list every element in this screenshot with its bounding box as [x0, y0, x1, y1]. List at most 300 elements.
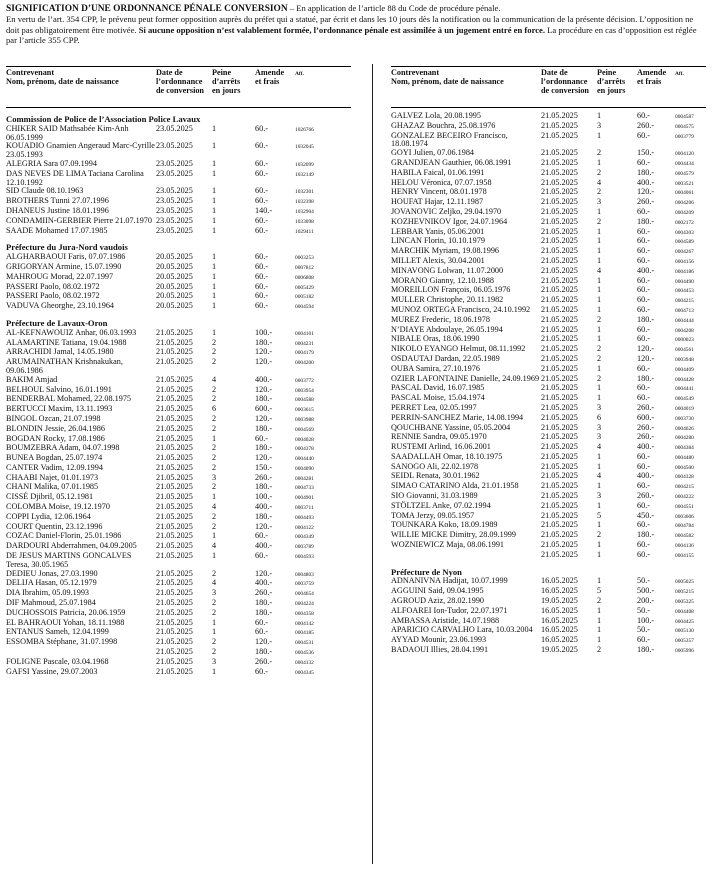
contrevenant: AGROUD Aziz, 28.02.1990 [391, 596, 485, 606]
peine-jours: 1 [597, 520, 602, 530]
affaire-number: 0004200 [295, 360, 314, 367]
date-ordonnance: 21.05.2025 [156, 462, 193, 472]
amende-frais: 60.- [637, 255, 650, 265]
amende-frais: 120.- [637, 344, 655, 354]
peine-jours: 2 [212, 511, 217, 521]
table-row [6, 142, 351, 160]
contrevenant: COLOMBA Moise, 19.12.1970 [6, 502, 110, 512]
contrevenant: ARRACHIDI Jamal, 14.05.1980 [6, 347, 114, 357]
date-ordonnance: 21.05.2025 [541, 530, 578, 540]
table-header [391, 66, 706, 108]
notice-title: SIGNIFICATION D’UNE ORDONNANCE PÉNALE CONVERSION [6, 4, 288, 14]
amende-frais: 60.- [637, 393, 650, 403]
amende-frais: 60.- [637, 500, 650, 510]
amende-frais: 60.- [637, 130, 650, 140]
contrevenant: BOGDAN Rocky, 17.08.1986 [6, 433, 105, 443]
amende-frais: 60.- [255, 281, 268, 291]
amende-frais: 60.- [637, 226, 650, 236]
affaire-number: 0004378 [295, 446, 314, 453]
amende-frais: 180.- [637, 530, 655, 540]
date-ordonnance: 21.05.2025 [541, 295, 578, 305]
amende-frais: 120.- [255, 637, 273, 647]
amende-frais: 60.- [255, 261, 268, 271]
amende-frais: 180.- [637, 167, 655, 177]
contrevenant: CANTER Vadim, 12.09.1994 [6, 462, 103, 472]
date-ordonnance: 21.05.2025 [541, 442, 578, 452]
peine-jours: 1 [212, 141, 217, 151]
peine-jours: 1 [597, 549, 602, 559]
affaire-number: 0003759 [295, 581, 314, 588]
contrevenant: BUNEA Bogdan, 25.07.1974 [6, 453, 103, 463]
amende-frais: 260.- [255, 656, 273, 666]
date-ordonnance: 21.05.2025 [156, 568, 193, 578]
peine-jours: 1 [597, 635, 602, 645]
amende-frais: 60.- [255, 141, 268, 151]
peine-jours: 2 [212, 443, 217, 453]
peine-jours: 1 [597, 500, 602, 510]
contrevenant: BADAOUI Illies, 28.04.1991 [391, 645, 489, 655]
date-ordonnance: 23.05.2025 [156, 205, 193, 215]
affaire-number: 0004575 [675, 123, 694, 130]
contrevenant: SIMAO CATARINO Alda, 21.01.1958 [391, 481, 519, 491]
header-c2: Date de l’ordonnance de conversion [541, 69, 589, 95]
affaire-number: 0004156 [675, 258, 694, 265]
affaire-number: 1032398 [295, 199, 314, 206]
contrevenant: GRIGORYAN Armine, 15.07.1990 [6, 261, 122, 271]
affaire-number: 0004358 [295, 610, 314, 617]
notice-text: En vertu de l’art. 354 CPP, le prévenu peut former opposition auprès du préfet qui a statué, par écrit et dans les 10 jours dès la notification ou la communication de la présente décision. L’opposition ne doit pas obligatoirement être motivée. [6, 14, 694, 35]
affaire-number: 0003253 [295, 255, 314, 262]
peine-jours: 1 [597, 226, 602, 236]
affaire-number: 0004425 [675, 618, 694, 625]
affaire-number: 1032149 [295, 171, 314, 178]
peine-jours: 3 [212, 472, 217, 482]
peine-jours: 1 [212, 531, 217, 541]
peine-jours: 1 [212, 158, 217, 168]
affaire-number: 0004090 [295, 465, 314, 472]
affaire-number: 0003606 [675, 513, 694, 520]
amende-frais: 60.- [637, 540, 650, 550]
affaire-number: 0002172 [675, 219, 694, 226]
affaire-number: 0004441 [675, 386, 694, 393]
date-ordonnance: 21.05.2025 [541, 265, 578, 275]
affaire-number: 0004281 [295, 475, 314, 482]
date-ordonnance: 21.05.2025 [156, 656, 193, 666]
affaire-number: 0004222 [675, 494, 694, 501]
affaire-number: 1032301 [295, 189, 314, 196]
peine-jours: 4 [597, 177, 602, 187]
amende-frais: 60.- [255, 531, 268, 541]
amende-frais: 60.- [255, 271, 268, 281]
section-heading: Préfecture du Jura-Nord vaudois [6, 242, 128, 253]
amende-frais: 60.- [255, 666, 268, 676]
contrevenant: MORANO Gianny, 12.10.1988 [391, 275, 494, 285]
affaire-number: 0004453 [675, 288, 694, 295]
date-ordonnance: 21.05.2025 [541, 520, 578, 530]
amende-frais: 180.- [637, 314, 655, 324]
contrevenant: PASSERI Paolo, 08.02.1972 [6, 281, 100, 291]
peine-jours: 1 [597, 130, 602, 140]
contrevenant: DARDOURI Abderrahmen, 04.09.2005 [6, 541, 137, 551]
peine-jours: 1 [212, 301, 217, 311]
header-c3: Peine d’arrêts en jours [597, 69, 626, 95]
peine-jours: 2 [597, 353, 602, 363]
contrevenant: DHANEUS Justine 18.01.1996 [6, 205, 109, 215]
affaire-number: 0004428 [675, 376, 694, 383]
peine-jours: 4 [212, 578, 217, 588]
date-ordonnance: 21.05.2025 [156, 423, 193, 433]
affaire-number: 0003730 [675, 415, 694, 422]
amende-frais: 180.- [637, 216, 655, 226]
affaire-number: 0004582 [675, 533, 694, 540]
affaire-number: 0003779 [675, 133, 694, 140]
peine-jours: 1 [212, 196, 217, 206]
amende-frais: 260.- [637, 422, 655, 432]
peine-jours: 2 [597, 187, 602, 197]
peine-jours: 1 [597, 383, 602, 393]
amende-frais: 140.- [255, 205, 273, 215]
amende-frais: 150.- [255, 462, 273, 472]
amende-frais: 50.- [637, 625, 650, 635]
contrevenant: AYYAD Mounir, 23.06.1993 [391, 635, 487, 645]
date-ordonnance: 21.05.2025 [541, 236, 578, 246]
date-ordonnance: 21.05.2025 [541, 363, 578, 373]
notice-text-bold: Si aucune opposition n’est valablement formée, l’ordonnance pénale est assimilée à un jugement entré en force. [138, 24, 546, 35]
contrevenant: BERTUCCI Maxim, 13.11.1993 [6, 404, 113, 414]
date-ordonnance: 21.05.2025 [541, 393, 578, 403]
amende-frais: 120.- [637, 353, 655, 363]
affaire-number: 0004349 [295, 534, 314, 541]
affaire-number: 0004136 [675, 543, 694, 550]
affaire-number: 0004328 [675, 474, 694, 481]
amende-frais: 120.- [255, 568, 273, 578]
contrevenant: ALGHARBAOUI Faris, 07.07.1986 [6, 252, 126, 262]
affaire-number: 0004579 [675, 170, 694, 177]
notice-text-end: La procédure en cas d’opposition est réglée par l’article 355 CPP. [6, 24, 697, 46]
affaire-number: 0000023 [675, 337, 694, 344]
date-ordonnance: 21.05.2025 [541, 177, 578, 187]
header-c1: Contrevenant Nom, prénom, date de naissance [391, 69, 504, 86]
peine-jours: 2 [597, 314, 602, 324]
contrevenant: BELHOUL Salvino, 16.01.1991 [6, 384, 112, 394]
date-ordonnance: 21.05.2025 [541, 481, 578, 491]
affaire-number: 0005325 [675, 599, 694, 606]
peine-jours: 1 [597, 615, 602, 625]
peine-jours: 2 [597, 645, 602, 655]
date-ordonnance: 21.05.2025 [156, 394, 193, 404]
date-ordonnance: 16.05.2025 [541, 576, 578, 586]
amende-frais: 60.- [255, 252, 268, 262]
affaire-number: 0004215 [675, 484, 694, 491]
affaire-number: 0005996 [675, 648, 694, 655]
date-ordonnance: 21.05.2025 [156, 598, 193, 608]
peine-jours: 1 [597, 393, 602, 403]
date-ordonnance: 16.05.2025 [541, 605, 578, 615]
affaire-number: 0004122 [295, 524, 314, 531]
contrevenant: APARICIO CARVALHO Lara, 10.03.2004 [391, 625, 533, 635]
date-ordonnance: 23.05.2025 [156, 123, 193, 133]
peine-jours: 2 [212, 462, 217, 472]
affaire-number: 0003948 [675, 356, 694, 363]
header-c3: Peine d’arrêts en jours [212, 69, 241, 95]
affaire-number: 0004901 [295, 495, 314, 502]
peine-jours: 1 [597, 295, 602, 305]
date-ordonnance: 21.05.2025 [541, 246, 578, 256]
affaire-number: 0003711 [295, 505, 314, 512]
header-c5: Aff. [675, 71, 684, 77]
affaire-number: 0004303 [675, 229, 694, 236]
date-ordonnance: 19.05.2025 [541, 596, 578, 606]
amende-frais: 100.- [255, 492, 273, 502]
date-ordonnance: 23.05.2025 [156, 168, 193, 178]
peine-jours: 1 [212, 215, 217, 225]
affaire-number: 0004061 [675, 190, 694, 197]
amende-frais: 60.- [637, 285, 650, 295]
contrevenant: GRANDJEAN Gauthier, 06.08.1991 [391, 157, 512, 167]
affaire-number: 0004280 [675, 435, 694, 442]
affaire-number: 0004019 [675, 405, 694, 412]
contrevenant: GALVEZ Lola, 20.08.1995 [391, 111, 481, 120]
contrevenant: MAHROUG Morad, 22.07.1997 [6, 271, 114, 281]
peine-jours: 1 [597, 275, 602, 285]
contrevenant: PASCAL Moise, 15.04.1974 [391, 393, 485, 403]
date-ordonnance: 21.05.2025 [541, 130, 578, 140]
contrevenant: BLONDIN Jessie, 26.04.1986 [6, 423, 105, 433]
peine-jours: 1 [597, 540, 602, 550]
contrevenant: ALAMARTINE Tatiana, 19.04.1988 [6, 337, 127, 347]
amende-frais: 60.- [255, 168, 268, 178]
date-ordonnance: 21.05.2025 [156, 433, 193, 443]
affaire-number: 1033098 [295, 218, 314, 225]
contrevenant: JOVANOVIC Zeljko, 29.04.1970 [391, 206, 502, 216]
peine-jours: 2 [597, 530, 602, 540]
peine-jours: 2 [212, 394, 217, 404]
section-heading: Préfecture de Nyon [391, 566, 462, 577]
date-ordonnance: 19.05.2025 [541, 645, 578, 655]
date-ordonnance: 21.05.2025 [156, 384, 193, 394]
peine-jours: 2 [597, 596, 602, 606]
date-ordonnance: 21.05.2025 [156, 617, 193, 627]
contrevenant: N’DIAYE Abdoulaye, 26.05.1994 [391, 324, 503, 334]
date-ordonnance: 21.05.2025 [156, 531, 193, 541]
amende-frais: 180.- [255, 607, 273, 617]
date-ordonnance: 21.05.2025 [156, 607, 193, 617]
contrevenant: MINAVONG Lolwan, 11.07.2000 [391, 265, 504, 275]
peine-jours: 6 [597, 412, 602, 422]
affaire-number: 0004561 [675, 347, 694, 354]
date-ordonnance: 21.05.2025 [156, 647, 193, 657]
affaire-number: 0004569 [295, 426, 314, 433]
peine-jours: 2 [597, 216, 602, 226]
amende-frais: 60.- [637, 520, 650, 530]
peine-jours: 2 [597, 373, 602, 383]
contrevenant: NIBALE Oras, 18.06.1990 [391, 334, 480, 344]
contrevenant: OUBA Samira, 27.10.1976 [391, 363, 480, 373]
date-ordonnance: 21.05.2025 [156, 637, 193, 647]
contrevenant: ALEGRIA Sara 07.09.1994 [6, 158, 97, 168]
affaire-number: 0004132 [295, 659, 314, 666]
date-ordonnance: 21.05.2025 [156, 502, 193, 512]
contrevenant: GHAZAZ Bouchra, 25.08.1976 [391, 120, 496, 130]
amende-frais: 60.- [637, 451, 650, 461]
date-ordonnance: 21.05.2025 [541, 422, 578, 432]
affaire-number: 0006808 [295, 274, 314, 281]
peine-jours: 2 [597, 148, 602, 158]
date-ordonnance: 21.05.2025 [541, 373, 578, 383]
contrevenant: RUSTEMI Arlind, 16.06.2001 [391, 442, 491, 452]
amende-frais: 120.- [255, 413, 273, 423]
date-ordonnance: 21.05.2025 [541, 314, 578, 324]
date-ordonnance: 21.05.2025 [541, 353, 578, 363]
peine-jours: 1 [597, 576, 602, 586]
contrevenant: DE JESUS MARTINS GONCALVES Teresa, 30.05.1965 [6, 551, 132, 569]
peine-jours: 1 [597, 481, 602, 491]
contrevenant: OSDAUTAJ Dardan, 22.05.1989 [391, 353, 500, 363]
amende-frais: 100.- [637, 615, 655, 625]
contrevenant: RENNIE Sandra, 09.05.1970 [391, 432, 487, 442]
contrevenant: COZAC Daniel-Florin, 25.01.1986 [6, 531, 122, 541]
peine-jours: 4 [212, 374, 217, 384]
peine-jours: 1 [597, 605, 602, 615]
contrevenant: CHIKER SAID Mathsabée Kim-Anh 06.05.1999 [6, 123, 129, 142]
section-heading: Commission de Police de l’Association Police Lavaux [6, 114, 201, 124]
amende-frais: 180.- [255, 598, 273, 608]
date-ordonnance: 21.05.2025 [156, 443, 193, 453]
peine-jours: 1 [597, 625, 602, 635]
peine-jours: 1 [597, 461, 602, 471]
date-ordonnance: 21.05.2025 [541, 275, 578, 285]
contrevenant: KOZHEVNIKOV Igor, 24.07.1964 [391, 216, 508, 226]
peine-jours: 1 [597, 255, 602, 265]
peine-jours: 1 [212, 271, 217, 281]
peine-jours: 1 [212, 627, 217, 637]
affaire-number: 0005130 [675, 628, 694, 635]
peine-jours: 4 [597, 471, 602, 481]
date-ordonnance: 21.05.2025 [541, 344, 578, 354]
peine-jours: 1 [212, 291, 217, 301]
affaire-number: 0005182 [295, 294, 314, 301]
peine-jours: 3 [597, 422, 602, 432]
peine-jours: 2 [597, 167, 602, 177]
amende-frais: 120.- [255, 347, 273, 357]
table-row [6, 552, 351, 570]
amende-frais: 400.- [637, 471, 655, 481]
peine-jours: 2 [597, 344, 602, 354]
peine-jours: 3 [212, 588, 217, 598]
amende-frais: 400.- [255, 541, 273, 551]
date-ordonnance: 21.05.2025 [541, 471, 578, 481]
contrevenant: MARCHIK Myriam, 19.08.1996 [391, 246, 500, 256]
amende-frais: 60.- [637, 363, 650, 373]
peine-jours: 2 [212, 347, 217, 357]
contrevenant: CHAABI Najet, 01.01.1973 [6, 472, 99, 482]
amende-frais: 180.- [637, 373, 655, 383]
date-ordonnance: 21.05.2025 [541, 148, 578, 158]
left-column [6, 66, 351, 677]
contrevenant: MILLET Alexis, 30.04.2001 [391, 255, 485, 265]
amende-frais: 60.- [637, 324, 650, 334]
table-row [391, 646, 706, 656]
date-ordonnance: 21.05.2025 [541, 402, 578, 412]
date-ordonnance: 21.05.2025 [541, 285, 578, 295]
date-ordonnance: 23.05.2025 [156, 141, 193, 151]
peine-jours: 1 [597, 246, 602, 256]
contrevenant: SID Claude 08.10.1963 [6, 186, 84, 196]
contrevenant: DIF Mahmoud, 25.07.1984 [6, 598, 96, 608]
peine-jours: 1 [597, 206, 602, 216]
amende-frais: 120.- [255, 521, 273, 531]
amende-frais: 100.- [255, 327, 273, 337]
contrevenant: GAFSI Yassine, 29.07.2003 [6, 666, 98, 676]
affaire-number: 0004480 [675, 454, 694, 461]
date-ordonnance: 21.05.2025 [541, 216, 578, 226]
date-ordonnance: 16.05.2025 [541, 635, 578, 645]
contrevenant: DAS NEVES DE LIMA Taciana Carolina 12.10.1992 [6, 168, 144, 187]
amende-frais: 60.- [255, 225, 268, 235]
amende-frais: 260.- [255, 472, 273, 482]
affaire-number: 0004626 [675, 425, 694, 432]
table-row [6, 170, 351, 188]
amende-frais: 60.- [255, 158, 268, 168]
amende-frais: 180.- [255, 337, 273, 347]
date-ordonnance: 21.05.2025 [156, 551, 193, 561]
contrevenant: SANOGO Ali, 22.02.1978 [391, 461, 479, 471]
peine-jours: 1 [212, 327, 217, 337]
affaire-number: 0004267 [675, 249, 694, 256]
contrevenant: EL BAHRAOUI Yohan, 18.11.1988 [6, 617, 125, 627]
amende-frais: 60.- [637, 461, 650, 471]
amende-frais: 60.- [637, 295, 650, 305]
peine-jours: 6 [212, 404, 217, 414]
affaire-number: 0003988 [295, 416, 314, 423]
affaire-number: 0004490 [675, 278, 694, 285]
peine-jours: 1 [212, 168, 217, 178]
amende-frais: 450.- [637, 510, 655, 520]
amende-frais: 50.- [637, 605, 650, 615]
contrevenant: BROTHERS Tunni 27.07.1996 [6, 196, 109, 206]
contrevenant: COURT Quentin, 23.12.1996 [6, 521, 103, 531]
peine-jours: 1 [212, 617, 217, 627]
date-ordonnance: 21.05.2025 [541, 167, 578, 177]
amende-frais: 60.- [255, 196, 268, 206]
date-ordonnance: 21.05.2025 [541, 157, 578, 167]
contrevenant: DUCHOSSOIS Patricia, 20.06.1959 [6, 607, 126, 617]
contrevenant: SAADE Mohamed 17.07.1985 [6, 225, 108, 235]
intro-block [6, 3, 706, 46]
affaire-number: 0003772 [295, 377, 314, 384]
date-ordonnance: 20.05.2025 [156, 281, 193, 291]
affaire-number: 0004551 [675, 503, 694, 510]
peine-jours: 4 [212, 502, 217, 512]
date-ordonnance: 21.05.2025 [156, 578, 193, 588]
peine-jours: 2 [212, 598, 217, 608]
table-row [6, 358, 351, 376]
affaire-number: 1032099 [295, 161, 314, 168]
affaire-number: 0003521 [675, 180, 694, 187]
header-c4: Amende et frais [255, 69, 285, 86]
affaire-number: 0003789 [295, 544, 314, 551]
peine-jours: 3 [597, 197, 602, 207]
amende-frais: 60.- [637, 481, 650, 491]
date-ordonnance: 21.05.2025 [541, 304, 578, 314]
column-divider [372, 64, 373, 864]
contrevenant: AL-KEFNAWOUIZ Anhar, 06.03.1993 [6, 327, 137, 337]
amende-frais: 60.- [637, 304, 650, 314]
peine-jours: 1 [597, 157, 602, 167]
affaire-number: 0004444 [675, 317, 694, 324]
contrevenant: NIKOLO EYANGO Helmut, 08.11.1992 [391, 344, 526, 354]
contrevenant: CISSÉ Djibril, 05.12.1981 [6, 492, 94, 502]
